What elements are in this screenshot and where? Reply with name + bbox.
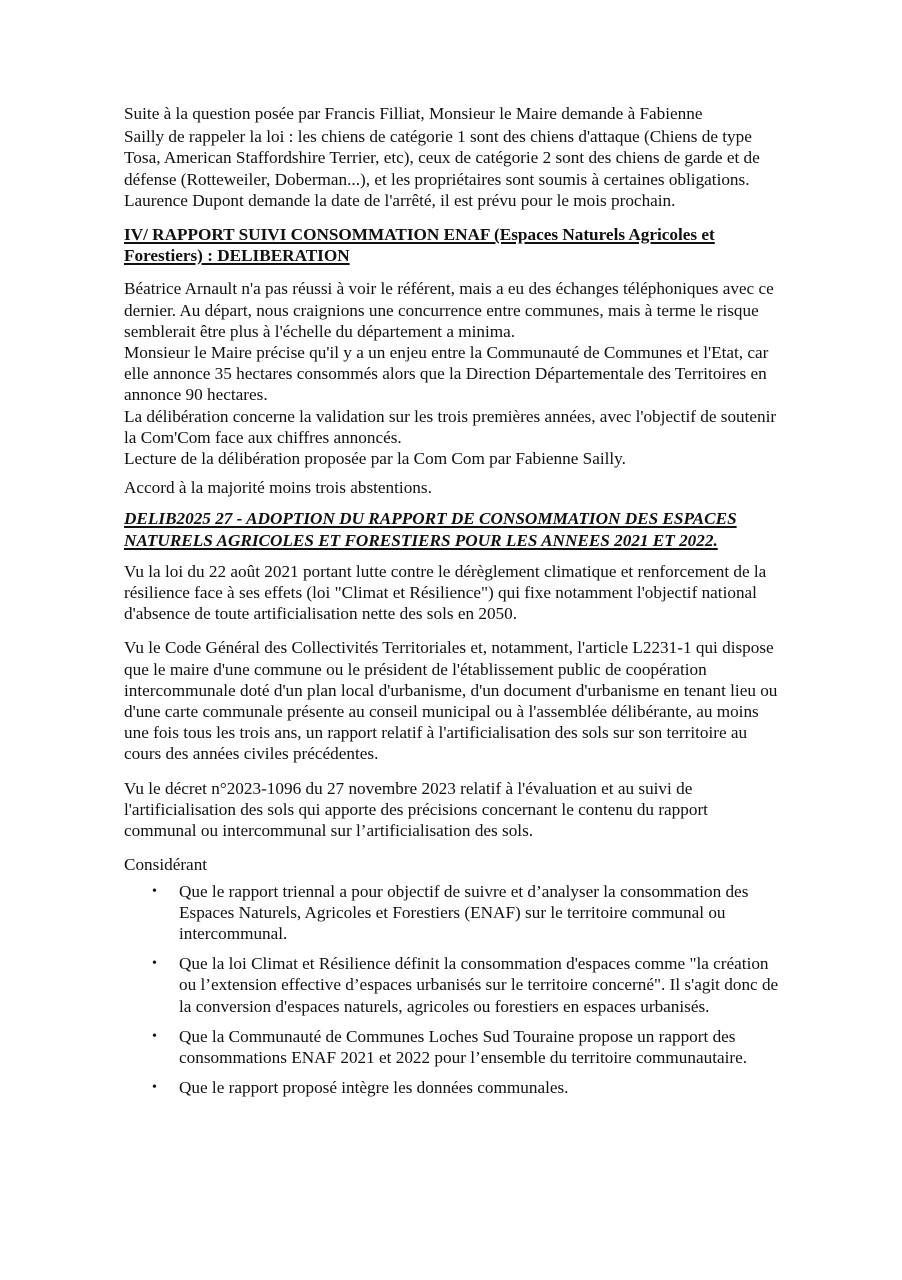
considerant-item-text: Que le rapport triennal a pour objectif de suivre et d’analyser la consommation des Espaces Naturels, Agricoles et Forestiers (ENAF) sur le territoire communal ou intercommunal. [179,881,749,943]
section-iv-paragraph: La délibération concerne la validation sur les trois premières années, avec l'objectif de soutenir la Com'Com face aux chiffres annoncés. [124,406,777,447]
considerant-label: Considérant [124,855,208,875]
vu-paragraph: Vu le décret n°2023-1096 du 27 novembre 2023 relatif à l'évaluation et au suivi de l'artificialisation des sols qui apporte des précisions concernant le contenu du rapport communal ou intercommunal sur l’artificialisation des sols. [124,778,708,841]
section-iv-paragraph: Monsieur le Maire précise qu'il y a un enjeu entre la Communauté de Communes et l'Etat, car elle annonce 35 hectares consommés alors que la Direction Départementale des Territoires en annonce 90 hectares. [124,343,769,405]
considerant-item-text: Que la Communauté de Communes Loches Sud Touraine propose un rapport des consommations ENAF 2021 et 2022 pour l’ensemble du territoire communautaire. [179,1026,748,1067]
deliberation-heading: DELIB2025 27 - ADOPTION DU RAPPORT DE CONSOMMATION DES ESPACES NATURELS AGRICOLES ET FORESTIERS POUR LES ANNEES 2021 ET 2022. [124,509,737,550]
considerant-item [124,1077,784,1098]
bullet-icon: • [152,956,157,972]
intro-dog-categories: Sailly de rappeler la loi : les chiens de catégorie 1 sont des chiens d'attaque (Chiens de type Tosa, American Staffordshire Terrier, etc), ceux de catégorie 2 sont des chiens de garde et de défense (Rotteweiler, Doberman...), et les propriétaires sont soumis à certaines obligations. [124,127,760,189]
considerant-item [124,1026,784,1068]
vu-paragraph: Vu le Code Général des Collectivités Territoriales et, notamment, l'article L2231-1 qui dispose que le maire d'une commune ou le président de l'établissement public de coopération intercommunale doté d'un plan local d'urbanisme, d'un document d'urbanisme en tenant lieu ou d'une carte communale présente au conseil municipal ou à l'assemblée délibérante, au moins une fois tous les trois ans, un rapport relatif à l'artificialisation des sols sur son territoire au cours des années civiles précédentes. [124,638,778,764]
intro-line-1: Suite à la question posée par Francis Filliat, Monsieur le Maire demande à Fabienne [124,104,703,123]
bullet-icon: • [152,883,157,899]
intro-arrete-date: Laurence Dupont demande la date de l'arrêté, il est prévu pour le mois prochain. [124,190,676,210]
bullet-icon: • [152,1028,157,1044]
section-iv-paragraph: Béatrice Arnault n'a pas réussi à voir le référent, mais a eu des échanges téléphoniques avec ce dernier. Au départ, nous craignions une concurrence entre communes, mais à terme le risque semblerait être plus à l'échelle du département a minima. [124,279,774,341]
considerant-item [124,881,784,945]
bullet-icon: • [152,1080,157,1096]
considerant-item-text: Que le rapport proposé intègre les données communales. [179,1078,569,1098]
vote-result: Accord à la majorité moins trois abstentions. [124,478,432,498]
considerant-item [124,953,784,1017]
vu-paragraph: Vu la loi du 22 août 2021 portant lutte contre le dérèglement climatique et renforcement de la résilience face à ses effets (loi "Climat et Résilience") qui fixe notamment l'objectif national d'absence de toute artificialisation nette des sols en 2050. [124,561,767,624]
considerant-item-text: Que la loi Climat et Résilience définit la consommation d'espaces comme "la création ou l’extension effective d’espaces urbanisés sur le territoire concerné". Il s'agit donc de la conversion d'espaces naturels, agricoles ou forestiers en espaces urbanisés. [179,954,779,1016]
document-page [124,103,784,1107]
section-iv-paragraph: Lecture de la délibération proposée par la Com Com par Fabienne Sailly. [124,449,626,469]
section-iv-heading: IV/ RAPPORT SUIVI CONSOMMATION ENAF (Espaces Naturels Agricoles et Forestiers) : DELIBERATION [124,225,715,266]
considerant-list [124,881,784,1099]
